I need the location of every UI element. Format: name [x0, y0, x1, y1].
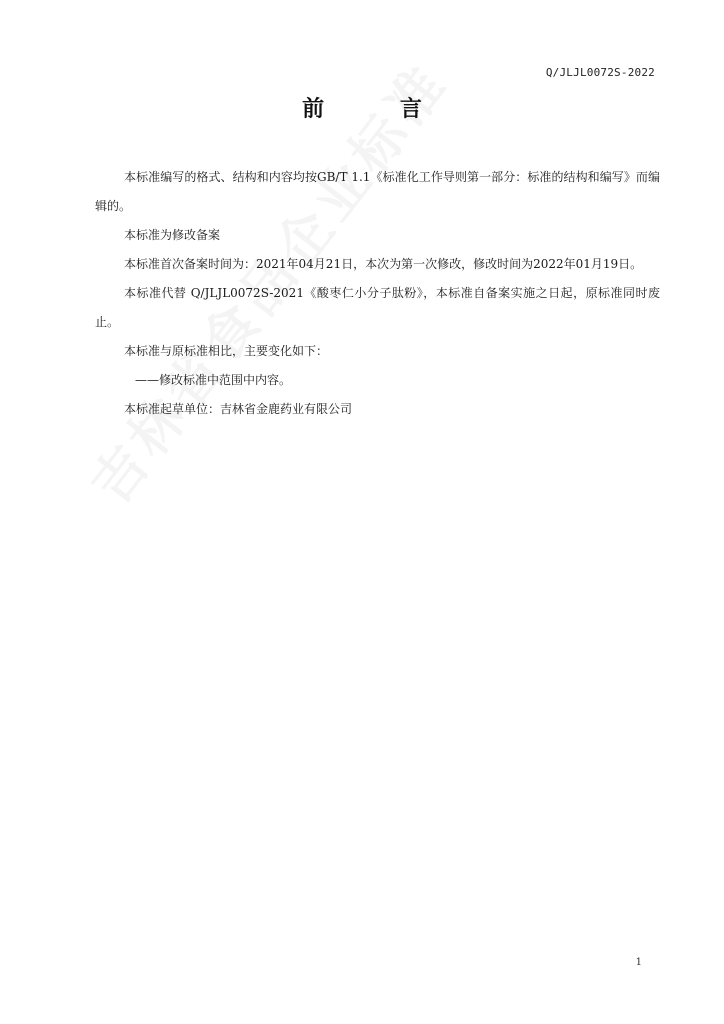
page-title: 前 言: [302, 97, 456, 122]
paragraph-replacement: 本标准代替 Q/JLJL0072S-2021《酸枣仁小分子肽粉》，本标准自备案实施之日起，原标准同时废止。: [95, 286, 660, 329]
paragraph-revision-filing: 本标准为修改备案: [124, 228, 221, 242]
standard-code: Q/JLJL0072S-2022: [545, 66, 655, 79]
paragraph-format: 本标准编写的格式、结构和内容均按GB/T 1.1《标准化工作导则第一部分：标准的结构和编写》而编辑的。: [95, 170, 660, 213]
paragraph-changes-intro: 本标准与原标准相比，主要变化如下：: [124, 344, 329, 358]
paragraph-change-item: ——修改标准中范围中内容。: [135, 373, 292, 387]
paragraph-filing-dates: 本标准首次备案时间为：2021年04月21日，本次为第一次修改，修改时间为2022年01月19日。: [124, 257, 643, 271]
page-number: 1: [635, 957, 642, 968]
document-body: [95, 163, 660, 424]
paragraph-drafting-unit: 本标准起草单位：吉林省金鹿药业有限公司: [124, 402, 353, 416]
